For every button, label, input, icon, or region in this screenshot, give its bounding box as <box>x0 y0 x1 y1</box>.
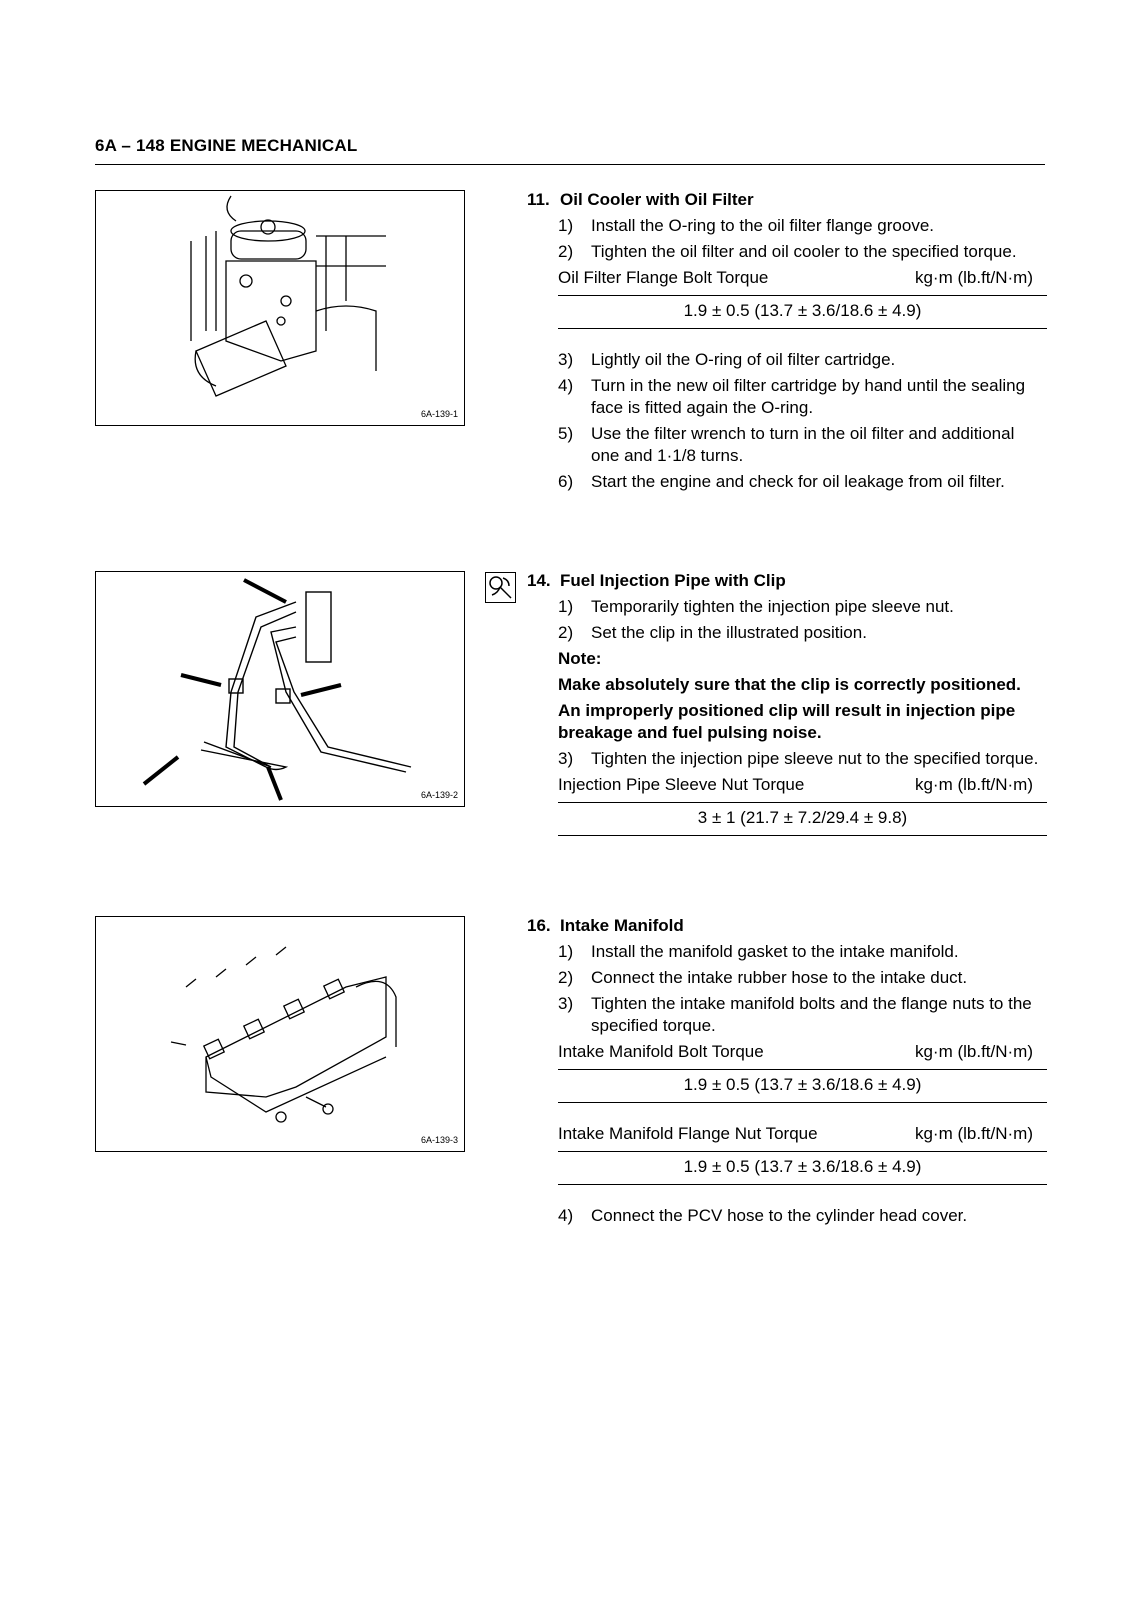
oil-cooler-illustration <box>96 191 464 425</box>
list-item: 3) Tighten the injection pipe sleeve nut to the specified torque. <box>558 749 1039 768</box>
list-item: 6) Start the engine and check for oil leakage from oil filter. <box>558 472 1005 491</box>
section-title: 16. Intake Manifold <box>527 916 684 935</box>
spec-value: 3 ± 1 (21.7 ± 7.2/29.4 ± 9.8) <box>558 802 1047 836</box>
note-label: Note: <box>558 649 602 668</box>
figure-caption: 6A-139-1 <box>420 409 458 419</box>
figure-oil-cooler <box>95 190 465 426</box>
page-title: 6A – 148 ENGINE MECHANICAL <box>95 136 358 155</box>
list-item: 1) Install the O-ring to the oil filter flange groove. <box>558 216 935 235</box>
list-item: 1) Install the manifold gasket to the intake manifold. <box>558 942 959 961</box>
list-item: 3) Tighten the intake manifold bolts and the flange nuts to the specified torque. <box>558 994 1032 1035</box>
list-item: 1) Temporarily tighten the injection pipe sleeve nut. <box>558 597 954 616</box>
section-intake-manifold <box>527 915 1047 1227</box>
note-text: Make absolutely sure that the clip is correctly positioned. <box>558 675 1021 694</box>
spec-header: Intake Manifold Bolt Torque kg·m (lb.ft/N·m) <box>558 1042 1033 1061</box>
spec-value: 1.9 ± 0.5 (13.7 ± 3.6/18.6 ± 4.9) <box>558 295 1047 329</box>
figure-fuel-injection-pipe <box>95 571 465 807</box>
list-item: 2) Set the clip in the illustrated position. <box>558 623 867 642</box>
figure-intake-manifold <box>95 916 465 1152</box>
fuel-injection-pipe-illustration <box>96 572 464 806</box>
figure-caption: 6A-139-2 <box>420 790 458 800</box>
page-header <box>95 136 1045 165</box>
list-item: 4) Connect the PCV hose to the cylinder head cover. <box>558 1206 968 1225</box>
section-fuel-injection-pipe <box>527 570 1047 836</box>
list-item: 5) Use the filter wrench to turn in the oil filter and additional one and 1·1/8 turns. <box>558 424 1015 465</box>
section-title: 11. Oil Cooler with Oil Filter <box>527 190 754 209</box>
list-item: 3) Lightly oil the O-ring of oil filter cartridge. <box>558 350 896 369</box>
spec-header: Injection Pipe Sleeve Nut Torque kg·m (lb.ft/N·m) <box>558 775 1033 794</box>
spec-value: 1.9 ± 0.5 (13.7 ± 3.6/18.6 ± 4.9) <box>558 1069 1047 1103</box>
spec-value: 1.9 ± 0.5 (13.7 ± 3.6/18.6 ± 4.9) <box>558 1151 1047 1185</box>
section-title: 14. Fuel Injection Pipe with Clip <box>527 571 786 590</box>
intake-manifold-illustration <box>96 917 464 1151</box>
list-item: 2) Connect the intake rubber hose to the intake duct. <box>558 968 968 987</box>
spec-header: Intake Manifold Flange Nut Torque kg·m (lb.ft/N·m) <box>558 1124 1033 1143</box>
list-item: 4) Turn in the new oil filter cartridge by hand until the sealing face is fitted again the O-ring. <box>558 376 1026 417</box>
list-item: 2) Tighten the oil filter and oil cooler to the specified torque. <box>558 242 1017 261</box>
note-text: An improperly positioned clip will result in injection pipe breakage and fuel pulsing noise. <box>558 701 1016 742</box>
section-oil-cooler <box>527 189 1047 493</box>
figure-caption: 6A-139-3 <box>420 1135 458 1145</box>
torque-wrench-icon <box>485 572 516 603</box>
spec-header: Oil Filter Flange Bolt Torque kg·m (lb.ft/N·m) <box>558 268 1033 287</box>
